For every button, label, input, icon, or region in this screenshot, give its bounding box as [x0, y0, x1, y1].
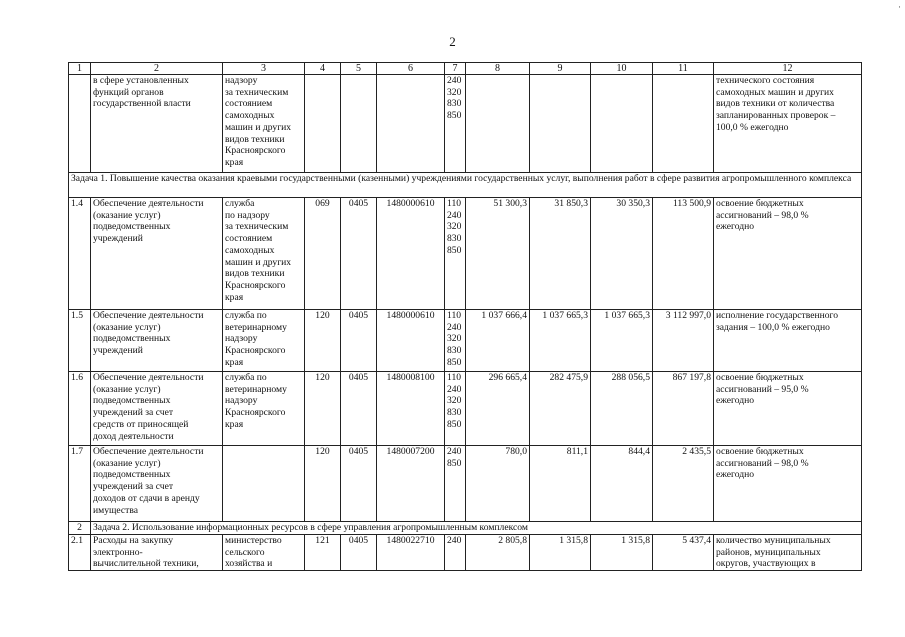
target-item-cell: 1480007200	[377, 446, 445, 522]
total-cell: 113 500,9	[653, 198, 714, 310]
table-row	[69, 372, 862, 446]
section-cell: 0405	[341, 446, 377, 522]
administrator-cell: министерство сельского хозяйства и	[223, 535, 305, 571]
code-cell: 120	[305, 372, 341, 446]
section-cell	[341, 75, 377, 173]
page-number: 2	[449, 34, 456, 49]
event-name-cell: Обеспечение деятельности (оказание услуг) подведомственных учреждений	[91, 310, 223, 372]
amount-cell	[530, 75, 591, 173]
program-table	[68, 62, 862, 571]
result-cell: освоение бюджетных ассигнований – 95,0 % ежегодно	[714, 372, 862, 446]
result-cell: освоение бюджетных ассигнований – 98,0 % ежегодно	[714, 446, 862, 522]
table-row	[69, 535, 862, 571]
code-cell: 121	[305, 535, 341, 571]
header-cell: 8	[466, 63, 530, 75]
header-cell: 1	[69, 63, 91, 75]
task-2-heading: Задача 2. Использование информационных ресурсов в сфере управления агропромышленным комплексом	[91, 522, 862, 535]
amount-cell: 288 056,5	[591, 372, 653, 446]
event-name-cell: Расходы на закупку электронно- вычислительной техники,	[91, 535, 223, 571]
header-cell: 9	[530, 63, 591, 75]
expense-type-cell: 110 240 320 830 850	[445, 310, 466, 372]
header-cell: 3	[223, 63, 305, 75]
amount-cell: 31 850,3	[530, 198, 591, 310]
total-cell: 867 197,8	[653, 372, 714, 446]
code-cell: 069	[305, 198, 341, 310]
event-name-cell: Обеспечение деятельности (оказание услуг) подведомственных учреждений	[91, 198, 223, 310]
section-cell: 0405	[341, 535, 377, 571]
task-1-heading: Задача 1. Повышение качества оказания краевыми государственными (казенными) учреждениями государственных услуг, выполнения работ в сфере развития агропромышленного комплекса	[69, 173, 862, 198]
total-cell: 5 437,4	[653, 535, 714, 571]
target-item-cell: 1480000610	[377, 310, 445, 372]
target-item-cell: 1480022710	[377, 535, 445, 571]
amount-cell: 1 037 666,4	[466, 310, 530, 372]
total-cell	[653, 75, 714, 173]
target-item-cell	[377, 75, 445, 173]
code-cell	[305, 75, 341, 173]
task-2-number: 2	[69, 522, 91, 535]
result-cell: исполнение государственного задания – 100,0 % ежегодно	[714, 310, 862, 372]
section-cell: 0405	[341, 198, 377, 310]
table-row	[69, 198, 862, 310]
amount-cell	[466, 75, 530, 173]
administrator-cell: служба по ветеринарному надзору Красноярского края	[223, 310, 305, 372]
header-cell: 6	[377, 63, 445, 75]
amount-cell: 1 037 665,3	[591, 310, 653, 372]
table-row	[69, 446, 862, 522]
result-cell: количество муниципальных районов, муниципальных округов, участвующих в	[714, 535, 862, 571]
event-name-cell: в сфере установленных функций органов государственной власти	[91, 75, 223, 173]
amount-cell: 2 805,8	[466, 535, 530, 571]
event-name-cell: Обеспечение деятельности (оказание услуг) подведомственных учреждений за счет доходов от сдачи в аренду имущества	[91, 446, 223, 522]
row-number-cell: 1.7	[69, 446, 91, 522]
administrator-cell	[223, 446, 305, 522]
administrator-cell: надзору за техническим состоянием самоходных машин и других видов техники Красноярского края	[223, 75, 305, 173]
target-item-cell: 1480000610	[377, 198, 445, 310]
administrator-cell: служба по надзору за техническим состоянием самоходных машин и других видов техники Красноярского края	[223, 198, 305, 310]
header-cell: 11	[653, 63, 714, 75]
header-cell: 12	[714, 63, 862, 75]
corner-mark: ·	[898, 2, 901, 12]
total-cell: 3 112 997,0	[653, 310, 714, 372]
row-number-cell	[69, 75, 91, 173]
amount-cell: 1 315,8	[591, 535, 653, 571]
task-row	[69, 173, 862, 198]
amount-cell: 780,0	[466, 446, 530, 522]
expense-type-cell: 110 240 320 830 850	[445, 198, 466, 310]
section-cell: 0405	[341, 372, 377, 446]
row-number-cell: 2.1	[69, 535, 91, 571]
header-cell: 7	[445, 63, 466, 75]
header-row	[69, 63, 862, 75]
amount-cell: 1 037 665,3	[530, 310, 591, 372]
section-cell: 0405	[341, 310, 377, 372]
header-cell: 10	[591, 63, 653, 75]
event-name-cell: Обеспечение деятельности (оказание услуг) подведомственных учреждений за счет средств от приносящей доход деятельности	[91, 372, 223, 446]
expense-type-cell: 240 850	[445, 446, 466, 522]
table-row	[69, 310, 862, 372]
code-cell: 120	[305, 446, 341, 522]
header-cell: 5	[341, 63, 377, 75]
table-row	[69, 75, 862, 173]
amount-cell: 296 665,4	[466, 372, 530, 446]
expense-type-cell: 240	[445, 535, 466, 571]
code-cell: 120	[305, 310, 341, 372]
task-row	[69, 522, 862, 535]
amount-cell: 30 350,3	[591, 198, 653, 310]
amount-cell: 811,1	[530, 446, 591, 522]
amount-cell: 1 315,8	[530, 535, 591, 571]
expense-type-cell: 240 320 830 850	[445, 75, 466, 173]
header-cell: 4	[305, 63, 341, 75]
amount-cell: 844,4	[591, 446, 653, 522]
administrator-cell: служба по ветеринарному надзору Красноярского края	[223, 372, 305, 446]
header-cell: 2	[91, 63, 223, 75]
row-number-cell: 1.4	[69, 198, 91, 310]
amount-cell	[591, 75, 653, 173]
result-cell: освоение бюджетных ассигнований – 98,0 % ежегодно	[714, 198, 862, 310]
expense-type-cell: 110 240 320 830 850	[445, 372, 466, 446]
row-number-cell: 1.6	[69, 372, 91, 446]
row-number-cell: 1.5	[69, 310, 91, 372]
amount-cell: 282 475,9	[530, 372, 591, 446]
amount-cell: 51 300,3	[466, 198, 530, 310]
result-cell: технического состояния самоходных машин и других видов техники от количества запланированных проверок – 100,0 % ежегодно	[714, 75, 862, 173]
total-cell: 2 435,5	[653, 446, 714, 522]
target-item-cell: 1480008100	[377, 372, 445, 446]
